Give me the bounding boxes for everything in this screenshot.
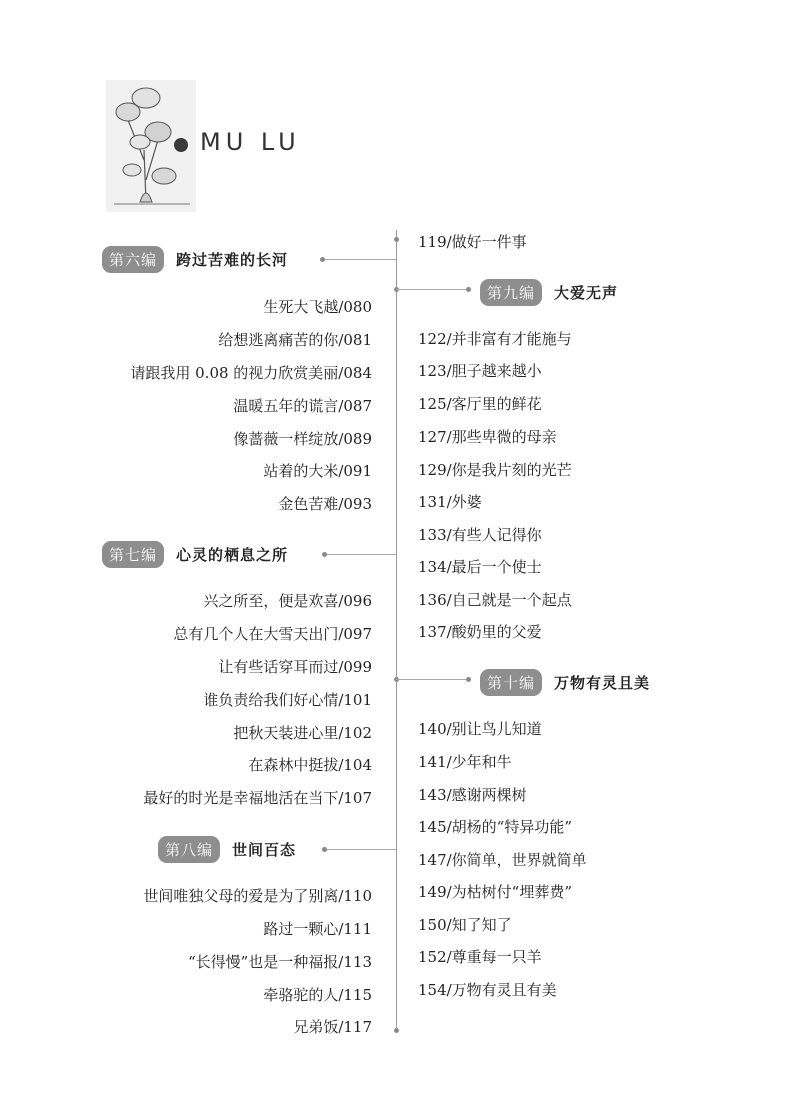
section-9-heading [480, 279, 618, 306]
section-6-heading [102, 246, 288, 273]
toc-entry[interactable]: 兄弟饭/117 [293, 1018, 372, 1036]
toc-entry[interactable]: 像蔷薇一样绽放/089 [233, 430, 372, 448]
section-8-dot [322, 847, 327, 852]
divider-end-dot [394, 1028, 399, 1033]
section-9-title: 大爱无声 [554, 284, 619, 302]
section-6-leader [322, 259, 396, 260]
toc-entry[interactable]: 122/并非富有才能施与 [418, 330, 572, 348]
section-8-badge: 第八编 [158, 836, 220, 863]
toc-entry[interactable]: 127/那些卑微的母亲 [418, 428, 557, 446]
section-7-heading [102, 541, 288, 568]
section-7-leader [324, 554, 396, 555]
section-8-heading [158, 836, 296, 863]
toc-entry[interactable]: “长得慢”也是一种福报/113 [187, 953, 372, 971]
toc-entry[interactable]: 总有几个人在大雪天出门/097 [173, 625, 372, 643]
toc-entry[interactable]: 金色苦难/093 [278, 495, 372, 513]
section-10-title: 万物有灵且美 [554, 674, 651, 692]
toc-entry[interactable]: 131/外婆 [418, 493, 482, 511]
section-7-badge: 第七编 [102, 541, 164, 568]
toc-entry[interactable]: 137/酸奶里的父爱 [418, 623, 542, 641]
toc-entry[interactable]: 147/你简单，世界就简单 [418, 851, 587, 869]
toc-entry[interactable]: 125/客厅里的鲜花 [418, 395, 542, 413]
toc-entry[interactable]: 119/做好一件事 [418, 233, 527, 251]
toc-entry[interactable]: 145/胡杨的“特异功能” [418, 818, 573, 836]
toc-entry[interactable]: 149/为枯树付“埋葬费” [418, 883, 573, 901]
title-bullet [174, 138, 188, 152]
toc-entry[interactable]: 站着的大米/091 [263, 462, 372, 480]
toc-entry[interactable]: 路过一颗心/111 [263, 920, 372, 938]
divider-dot [394, 237, 399, 242]
page-title: MU LU [200, 128, 301, 156]
section-6-badge: 第六编 [102, 246, 164, 273]
toc-entry[interactable]: 143/感谢两棵树 [418, 786, 527, 804]
section-9-leader [396, 289, 470, 290]
toc-entry[interactable]: 让有些话穿耳而过/099 [218, 658, 372, 676]
toc-entry[interactable]: 150/知了知了 [418, 916, 512, 934]
section-6-title: 跨过苦难的长河 [176, 251, 289, 269]
section-6-dot [320, 257, 325, 262]
section-10-heading [480, 669, 650, 696]
toc-entry[interactable]: 134/最后一个使士 [418, 558, 542, 576]
section-7-dot [322, 552, 327, 557]
toc-entry[interactable]: 给想逃离痛苦的你/081 [218, 331, 372, 349]
section-8-title: 世间百态 [232, 841, 297, 859]
toc-entry[interactable]: 世间唯独父母的爱是为了别离/110 [143, 887, 372, 905]
toc-entry[interactable]: 把秋天装进心里/102 [233, 724, 372, 742]
toc-entry[interactable]: 在森林中挺拔/104 [248, 756, 372, 774]
toc-entry[interactable]: 谁负责给我们好心情/101 [203, 691, 372, 709]
toc-entry[interactable]: 133/有些人记得你 [418, 526, 542, 544]
section-10-dot-end [466, 677, 471, 682]
toc-entry[interactable]: 牵骆驼的人/115 [263, 986, 372, 1004]
section-7-title: 心灵的栖息之所 [176, 546, 289, 564]
toc-entry[interactable]: 生死大飞越/080 [263, 298, 372, 316]
section-10-leader [396, 679, 470, 680]
toc-entry[interactable]: 兴之所至，便是欢喜/096 [203, 592, 372, 610]
section-8-leader [324, 849, 396, 850]
toc-entry[interactable]: 141/少年和牛 [418, 753, 512, 771]
section-9-badge: 第九编 [480, 279, 542, 306]
toc-entry[interactable]: 152/尊重每一只羊 [418, 948, 542, 966]
toc-entry[interactable]: 129/你是我片刻的光芒 [418, 461, 572, 479]
toc-entry[interactable]: 温暖五年的谎言/087 [233, 397, 372, 415]
toc-entry[interactable]: 140/别让鸟儿知道 [418, 720, 542, 738]
toc-entry[interactable]: 154/万物有灵且有美 [418, 981, 557, 999]
center-divider [396, 230, 397, 1032]
section-9-dot-end [466, 287, 471, 292]
toc-entry[interactable]: 123/胆子越来越小 [418, 362, 542, 380]
section-10-badge: 第十编 [480, 669, 542, 696]
toc-entry[interactable]: 请跟我用 0.08 的视力欣赏美丽/084 [130, 364, 372, 382]
toc-entry[interactable]: 136/自己就是一个起点 [418, 591, 572, 609]
toc-entry[interactable]: 最好的时光是幸福地活在当下/107 [143, 789, 372, 807]
